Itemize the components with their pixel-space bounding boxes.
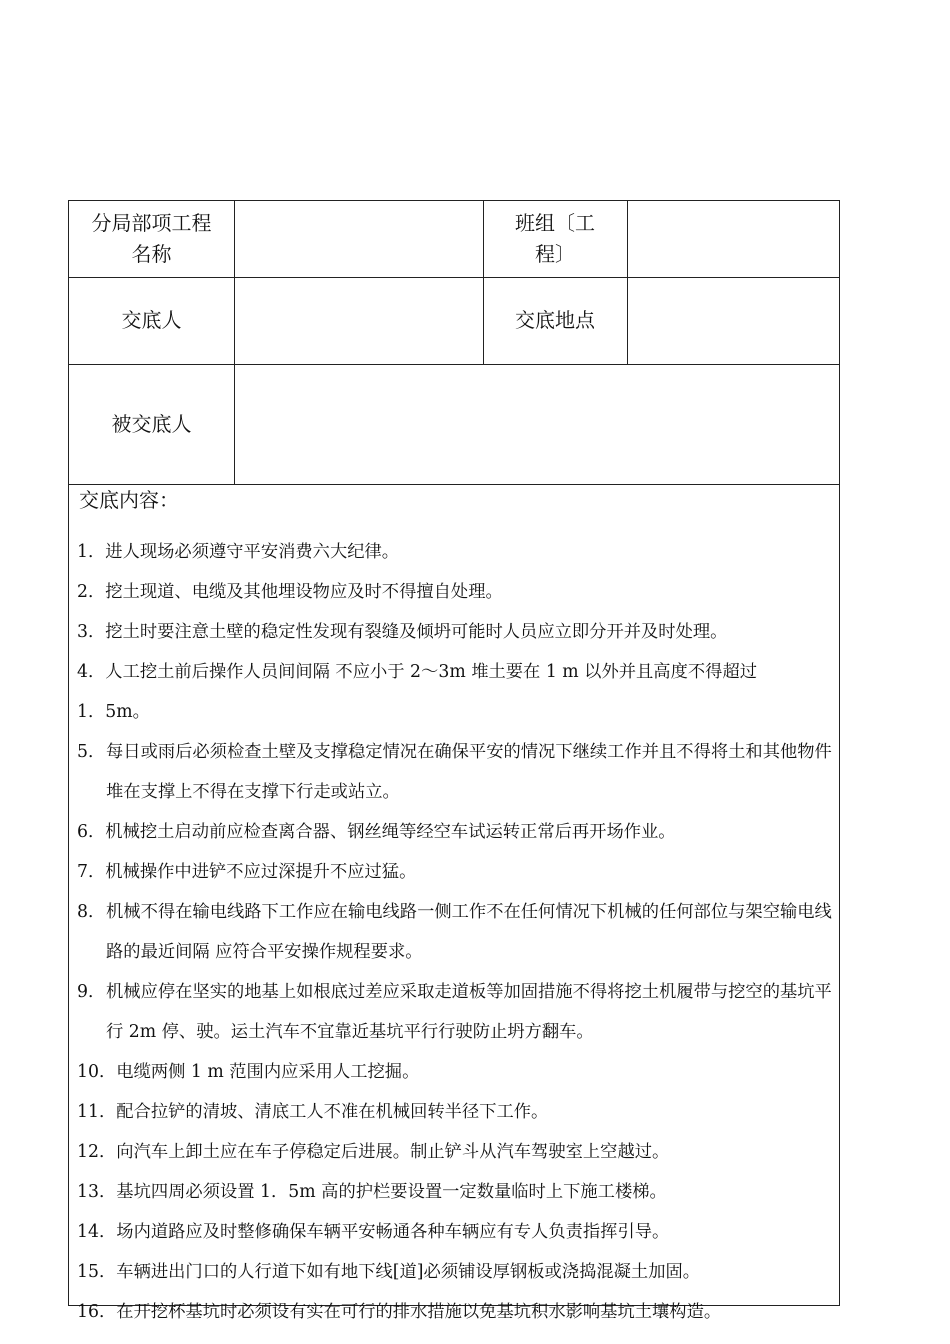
- list-item: 1． 进人现场必须遵守平安消费六大纪律。: [77, 542, 400, 562]
- list-item: 16． 在开挖杯基坑时必须设有实在可行的排水措施以免基坑积水影响基坑土壤构造。: [77, 1302, 722, 1322]
- list-item: 9． 机械应停在坚实的地基上如根底过差应采取走道板等加固措施不得将挖土机履带与挖空的基坑平行 2m 停、驶。运土汽车不宜靠近基坑平行行驶防止坍方翻车。: [77, 982, 832, 1042]
- disclosure-content: [69, 486, 839, 1322]
- list-item: 1． 5m。: [77, 702, 150, 722]
- recipient-label: 被交底人: [111, 411, 192, 436]
- project-name-label: 分局部项工程名称: [91, 211, 212, 266]
- location-label: 交底地点: [515, 308, 595, 332]
- list-item: 13． 基坑四周必须设置 1．5m 高的护栏要设置一定数量临时上下施工楼梯。: [77, 1182, 667, 1202]
- list-item: 7． 机械操作中进铲不应过深提升不应过猛。: [77, 862, 417, 882]
- list-item: 2． 挖土现道、电缆及其他埋设物应及时不得擅自处理。: [77, 582, 503, 602]
- team-value[interactable]: [627, 201, 839, 277]
- list-item: 5． 每日或雨后必须检查土壁及支撑稳定情况在确保平安的情况下继续工作并且不得将土和其他物件堆在支撑上不得在支撑下行走或站立。: [77, 742, 832, 802]
- list-item: 11． 配合拉铲的清坡、清底工人不准在机械回转半径下工作。: [77, 1102, 549, 1122]
- list-item: 14． 场内道路应及时整修确保车辆平安畅通各种车辆应有专人负责指挥引导。: [77, 1222, 670, 1242]
- location-value[interactable]: [627, 277, 839, 364]
- list-item: 10． 电缆两侧 1 m 范围内应采用人工挖掘。: [77, 1062, 420, 1082]
- presenter-label: 交底人: [121, 308, 182, 332]
- item-list: [77, 532, 833, 1332]
- list-item: 8． 机械不得在输电线路下工作应在输电线路一侧工作不在任何情况下机械的任何部位与架空输电线路的最近间隔 应符合平安操作规程要求。: [77, 902, 832, 962]
- presenter-value[interactable]: [234, 277, 483, 364]
- content-title: 交底内容：: [79, 488, 179, 512]
- row-divider: [69, 484, 839, 485]
- list-item: 15． 车辆进出门口的人行道下如有地下线[道]必须铺设厚钢板或浇捣混凝土加固。: [77, 1262, 701, 1282]
- team-label: 班组〔工程〕: [515, 211, 595, 266]
- list-item: 12． 向汽车上卸土应在车子停稳定后进展。制止铲斗从汽车驾驶室上空越过。: [77, 1142, 670, 1162]
- list-item: 3． 挖土时要注意土壁的稳定性发现有裂缝及倾坍可能时人员应立即分开并及时处理。: [77, 622, 728, 642]
- recipient-value[interactable]: [234, 364, 839, 484]
- project-name-value[interactable]: [234, 201, 483, 277]
- list-item: 4． 人工挖土前后操作人员间间隔 不应小于 2～3m 堆土要在 1 m 以外并且高度不得超过: [77, 662, 758, 682]
- list-item: 6． 机械挖土启动前应检查离合器、钢丝绳等经空车试运转正常后再开场作业。: [77, 822, 676, 842]
- disclosure-form: [68, 200, 840, 1322]
